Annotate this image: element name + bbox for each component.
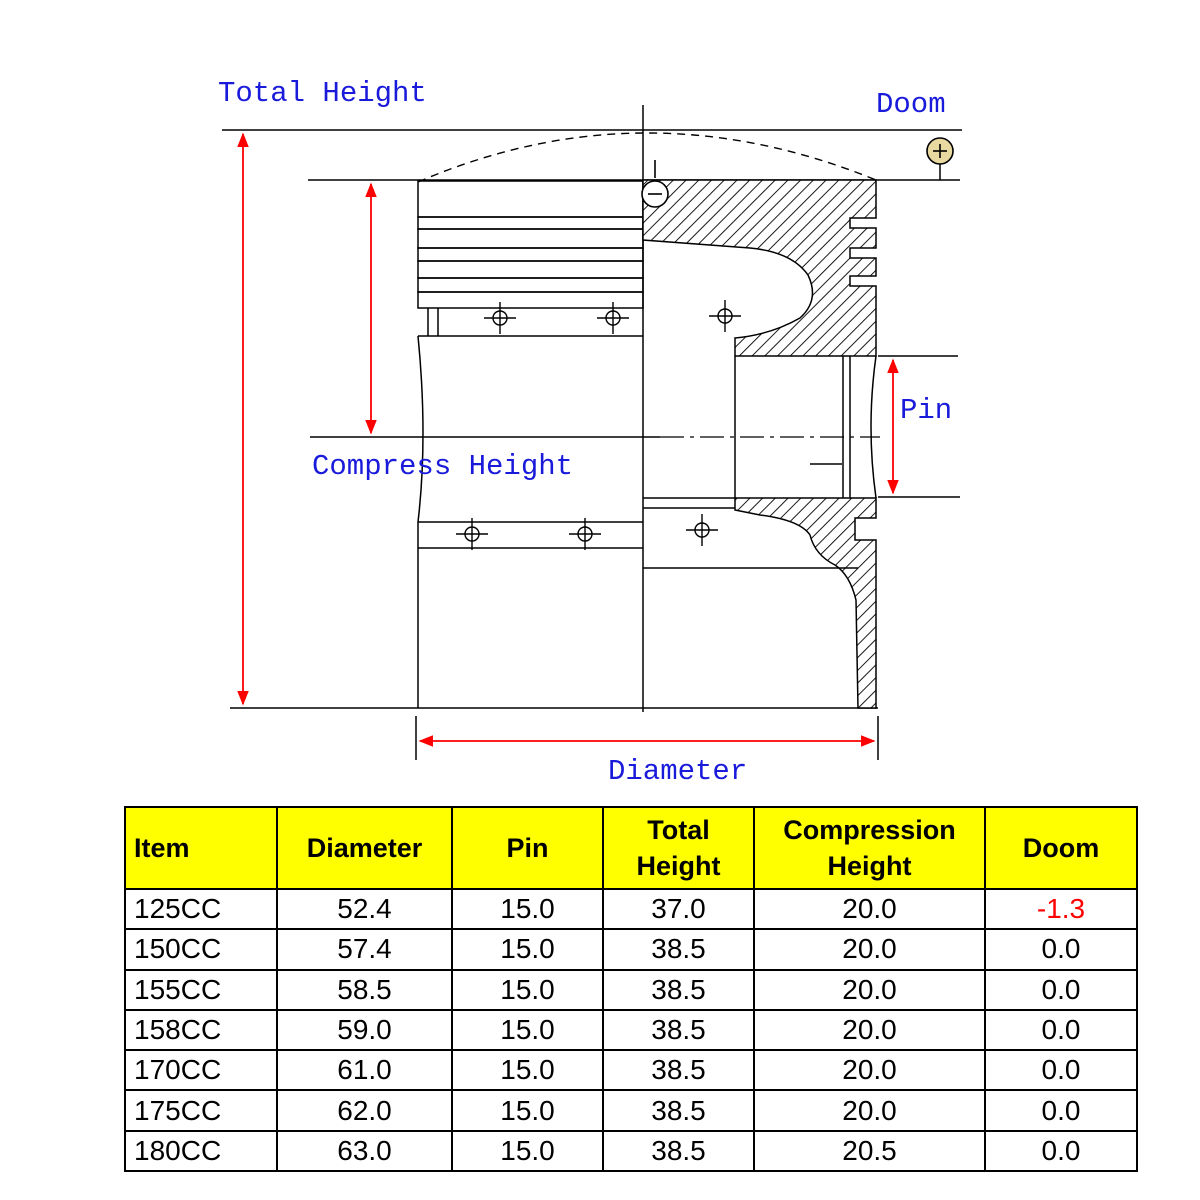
cell-compression-height: 20.0 [754, 1050, 985, 1090]
table-row [125, 970, 1137, 1010]
cell-item: 180CC [125, 1131, 277, 1171]
cell-diameter: 59.0 [277, 1010, 452, 1050]
crown-section [643, 180, 876, 356]
header-pin: Pin [452, 807, 603, 889]
ring-groove-1 [418, 217, 643, 229]
pin-label: Pin [900, 394, 953, 427]
cell-doom: 0.0 [985, 1090, 1137, 1130]
cell-total-height: 38.5 [603, 1090, 754, 1130]
cell-item: 150CC [125, 929, 277, 969]
table-row [125, 1050, 1137, 1090]
ring-land-2 [418, 261, 643, 278]
table-row [125, 889, 1137, 929]
cell-diameter: 52.4 [277, 889, 452, 929]
header-item: Item [125, 807, 277, 889]
table-row [125, 1131, 1137, 1171]
cell-diameter: 62.0 [277, 1090, 452, 1130]
cell-doom: -1.3 [985, 889, 1137, 929]
cell-pin: 15.0 [452, 1010, 603, 1050]
cell-item: 125CC [125, 889, 277, 929]
table-body [125, 889, 1137, 1171]
diameter-label: Diameter [608, 755, 748, 788]
cell-doom: 0.0 [985, 1131, 1137, 1171]
cell-compression-height: 20.0 [754, 929, 985, 969]
compress-height-label: Compress Height [312, 450, 574, 483]
cell-pin: 15.0 [452, 1131, 603, 1171]
piston-right-half [643, 180, 876, 708]
cell-doom: 0.0 [985, 1010, 1137, 1050]
ring-groove-3 [418, 278, 643, 292]
cell-item: 158CC [125, 1010, 277, 1050]
crosshair-icon [456, 300, 741, 550]
doom-label: Doom [876, 88, 946, 121]
crown-band [418, 181, 643, 217]
table-row [125, 929, 1137, 969]
cell-pin: 15.0 [452, 1050, 603, 1090]
cell-total-height: 38.5 [603, 1131, 754, 1171]
header-compression-height: Compression Height [754, 807, 985, 889]
header-diameter: Diameter [277, 807, 452, 889]
cell-diameter: 57.4 [277, 929, 452, 969]
cell-item: 170CC [125, 1050, 277, 1090]
plus-circle-icon [927, 138, 953, 164]
cell-pin: 15.0 [452, 970, 603, 1010]
cell-compression-height: 20.0 [754, 889, 985, 929]
cell-total-height: 37.0 [603, 889, 754, 929]
cell-total-height: 38.5 [603, 1050, 754, 1090]
header-doom: Doom [985, 807, 1137, 889]
cell-diameter: 61.0 [277, 1050, 452, 1090]
spec-table [124, 806, 1138, 1172]
cell-pin: 15.0 [452, 1090, 603, 1130]
cell-compression-height: 20.0 [754, 970, 985, 1010]
cell-doom: 0.0 [985, 970, 1137, 1010]
cell-item: 175CC [125, 1090, 277, 1130]
ring-land-3 [418, 292, 643, 308]
cell-doom: 0.0 [985, 1050, 1137, 1090]
cell-compression-height: 20.0 [754, 1010, 985, 1050]
cell-item: 155CC [125, 970, 277, 1010]
cell-diameter: 58.5 [277, 970, 452, 1010]
boss-section [735, 498, 876, 708]
cell-total-height: 38.5 [603, 929, 754, 969]
ring-groove-2 [418, 248, 643, 261]
header-total-height: Total Height [603, 807, 754, 889]
ring-land-1 [418, 229, 643, 248]
total-height-label: Total Height [218, 77, 427, 110]
table-row [125, 1010, 1137, 1050]
cell-total-height: 38.5 [603, 970, 754, 1010]
dome-arc [418, 133, 876, 182]
cell-pin: 15.0 [452, 889, 603, 929]
cell-total-height: 38.5 [603, 1010, 754, 1050]
cell-compression-height: 20.5 [754, 1131, 985, 1171]
cell-compression-height: 20.0 [754, 1090, 985, 1130]
cell-pin: 15.0 [452, 929, 603, 969]
table-header-row [125, 807, 1137, 889]
piston-left-half [418, 181, 643, 708]
cell-diameter: 63.0 [277, 1131, 452, 1171]
table-row [125, 1090, 1137, 1130]
cell-doom: 0.0 [985, 929, 1137, 969]
